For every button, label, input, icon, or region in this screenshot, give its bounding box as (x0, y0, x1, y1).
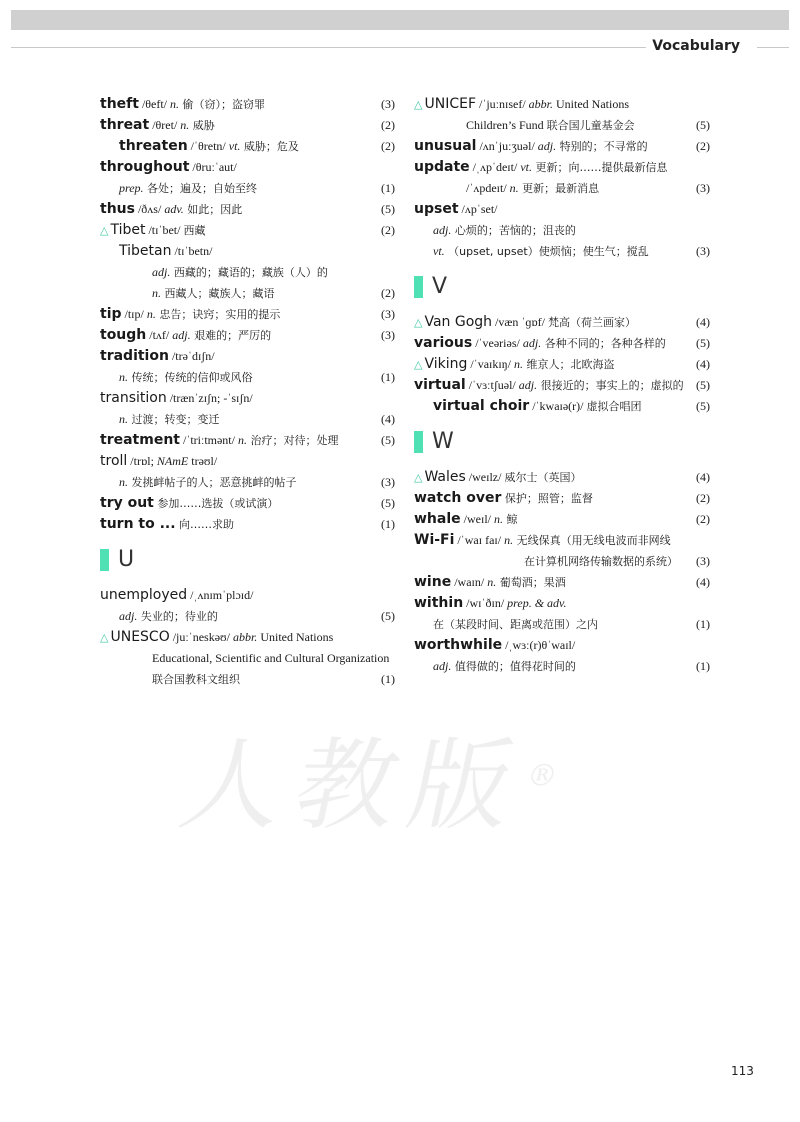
chinese-definition: 传统；传统的信仰或风俗 (128, 371, 253, 384)
proper-noun-triangle-icon: △ (414, 471, 423, 484)
vocab-entry-line (414, 614, 710, 635)
pronunciation-text: trəʊl/ (188, 454, 218, 468)
unit-number: (1) (696, 659, 710, 673)
chinese-definition: 向……求助 (175, 518, 235, 531)
headword: tradition (100, 348, 169, 364)
header-rule-left (11, 47, 646, 48)
vocab-entry-line (414, 572, 710, 593)
part-of-speech: adj. (119, 609, 138, 623)
vocab-entry-line (100, 241, 395, 262)
pronunciation-text: /trəˈdɪʃn/ (168, 349, 215, 363)
pronunciation-text: /ðʌs/ (134, 202, 165, 216)
headword: Van Gogh (424, 314, 493, 330)
part-of-speech: n. (509, 181, 519, 195)
chinese-definition: 偷（窃）；盗窃罪 (179, 98, 266, 111)
pronunciation-text: /ʌnˈjuːʒuəl/ (476, 139, 538, 153)
vocab-entry-line (100, 304, 395, 325)
vocab-entry-line (414, 199, 710, 220)
pronunciation-text: /ˈvaɪkɪŋ/ (467, 357, 514, 371)
part-of-speech: adj. (152, 265, 171, 279)
vocab-entry-line (414, 115, 710, 136)
headword: tough (100, 327, 147, 343)
chinese-definition: 失业的；待业的 (137, 610, 218, 623)
unit-number: (2) (381, 139, 395, 153)
chinese-definition: 西藏 (183, 224, 206, 237)
chinese-definition: 威胁 (189, 119, 215, 132)
vocab-entry-line (414, 354, 710, 375)
chinese-definition: 治疗；对待；处理 (246, 434, 339, 447)
pronunciation-text: /juːˈneskəʊ/ (169, 630, 233, 644)
vocab-entry-line (414, 509, 710, 530)
unit-number: (1) (381, 672, 395, 686)
headword: watch over (414, 490, 502, 506)
vocab-entry-line (100, 199, 395, 220)
headword: Tibet (110, 222, 146, 238)
unit-number: (1) (381, 517, 395, 531)
part-of-speech: adv. (164, 202, 184, 216)
headword: Tibetan (119, 243, 172, 259)
part-of-speech: n. (493, 512, 503, 526)
vocab-entry-line (100, 220, 395, 241)
unit-number: (4) (696, 315, 710, 329)
headword: upset (414, 201, 459, 217)
unit-number: (3) (381, 328, 395, 342)
pronunciation-text: /trænˈzɪʃn; -ˈsɪʃn/ (166, 391, 253, 405)
unit-number: (1) (381, 370, 395, 384)
chinese-definition: 保护；照管；监督 (501, 492, 593, 505)
chinese-definition: 特别的；不寻常的 (556, 140, 648, 153)
chinese-definition: 值得做的；值得花时间的 (451, 660, 576, 673)
headword: wine (414, 574, 452, 590)
pronunciation-text: United Nations (257, 630, 334, 644)
proper-noun-triangle-icon: △ (100, 631, 109, 644)
headword: treatment (100, 432, 180, 448)
pronunciation-text: /weɪlz/ (465, 470, 505, 484)
vocab-entry-line (414, 530, 710, 551)
pronunciation-text: /ˈʌpdeɪt/ (466, 181, 510, 195)
unit-number: (2) (696, 512, 710, 526)
header-rule-right (757, 47, 789, 48)
proper-noun-triangle-icon: △ (414, 358, 423, 371)
vocab-entry-line (100, 283, 395, 304)
part-of-speech: abbr. (232, 630, 258, 644)
unit-number: (2) (381, 286, 395, 300)
chinese-definition: 葡萄酒；果酒 (496, 576, 566, 589)
chinese-definition: 联合国教科文组织 (152, 673, 240, 686)
pronunciation-text: /ˈtriːtmənt/ (179, 433, 238, 447)
chinese-definition: 更新；最新消息 (518, 182, 600, 195)
pronunciation-text: /tɪˈbet/ (145, 223, 184, 237)
headword: troll (100, 453, 128, 469)
headword: unemployed (100, 587, 188, 603)
unit-number: (5) (696, 336, 710, 350)
pronunciation-text: /ˌʌnɪmˈplɔɪd/ (187, 588, 254, 602)
vocab-entry-line (414, 551, 710, 572)
pronunciation-text: /tʌf/ (146, 328, 173, 342)
unit-number: (4) (696, 357, 710, 371)
unit-number: (1) (696, 617, 710, 631)
unit-number: (2) (381, 223, 395, 237)
section-heading-w (414, 427, 710, 459)
unit-number: (2) (696, 139, 710, 153)
unit-number: (3) (381, 307, 395, 321)
headword: tip (100, 306, 122, 322)
pronunciation-text: /tɪp/ (121, 307, 147, 321)
chinese-definition: 威尔士（英国） (504, 471, 582, 484)
vocab-entry-line (100, 367, 395, 388)
chinese-definition: 西藏的；藏语的；藏族（人）的 (170, 266, 328, 279)
headword: throughout (100, 159, 190, 175)
part-of-speech: abbr. (528, 97, 554, 111)
headword: Wales (424, 469, 466, 485)
pronunciation-text: /ʌpˈset/ (458, 202, 498, 216)
part-of-speech: adj. (433, 223, 452, 237)
pronunciation-text: Educational, Scientific and Cultural Organization (152, 651, 390, 665)
publisher-watermark: 人教版® (170, 727, 575, 844)
vocab-entry-line (414, 94, 710, 115)
vocab-entry-line (100, 409, 395, 430)
vocab-entry-line (100, 115, 395, 136)
part-of-speech: adj. (522, 336, 542, 350)
headword: Wi-Fi (414, 532, 455, 548)
part-of-speech: adj. (537, 139, 557, 153)
pronunciation-text: /ˈwaɪ faɪ/ (454, 533, 505, 547)
part-of-speech: n. (119, 370, 128, 384)
vocab-entry-line (100, 94, 395, 115)
chinese-definition: 在（某段时间、距离或范围）之内 (433, 618, 598, 631)
vocab-entry-line (100, 262, 395, 283)
headword: UNICEF (424, 96, 476, 112)
part-of-speech: prep. & adv. (507, 596, 567, 610)
vocab-entry-line (100, 430, 395, 451)
vocab-entry-line (414, 593, 710, 614)
pronunciation-text: /waɪn/ (451, 575, 488, 589)
unit-number: (3) (696, 181, 710, 195)
unit-number: (5) (696, 118, 710, 132)
unit-number: (3) (696, 554, 710, 568)
part-of-speech: vt. (228, 139, 241, 153)
unit-number: (1) (381, 181, 395, 195)
headword: transition (100, 390, 167, 406)
part-of-speech: n. (146, 307, 156, 321)
section-marker-bar (100, 549, 109, 571)
vocabulary-column-left (100, 94, 395, 690)
vocab-entry-line (414, 375, 710, 396)
vocab-entry-line (100, 472, 395, 493)
section-letter: U (118, 547, 135, 572)
vocab-entry-line (100, 451, 395, 472)
part-of-speech: NAmE (156, 454, 189, 468)
unit-number: (3) (381, 97, 395, 111)
section-heading-v (414, 272, 710, 304)
vocab-entry-line (414, 488, 710, 509)
pronunciation-text: /ˌʌpˈdeɪt/ (469, 160, 521, 174)
headword: whale (414, 511, 461, 527)
chinese-definition: 心烦的；苦恼的；沮丧的 (451, 224, 576, 237)
vocab-entry-line (414, 312, 710, 333)
chinese-definition: 西藏人；藏族人；藏语 (161, 287, 275, 300)
chinese-definition: 忠告；诀窍；实用的提示 (155, 308, 281, 321)
unit-number: (5) (696, 399, 710, 413)
pronunciation-text: /ˈjuːnɪsef/ (476, 97, 529, 111)
vocab-entry-line (100, 669, 395, 690)
vocab-entry-line (100, 178, 395, 199)
vocab-entry-line (100, 585, 395, 606)
chinese-definition: 如此；因此 (183, 203, 243, 216)
chinese-definition: 虚拟合唱团 (586, 400, 642, 413)
pronunciation-text: /ˌwɜː(r)θˈwaɪl/ (502, 638, 576, 652)
pronunciation-text: /weɪl/ (460, 512, 494, 526)
unit-number: (5) (381, 496, 395, 510)
unit-number: (5) (696, 378, 710, 392)
part-of-speech: n. (513, 357, 523, 371)
headword: thus (100, 201, 135, 217)
part-of-speech: n. (170, 97, 180, 111)
headword: unusual (414, 138, 477, 154)
unit-number: (3) (381, 475, 395, 489)
headword: Viking (424, 356, 468, 372)
pronunciation-text: /ˈkwaɪə(r)/ (529, 399, 587, 413)
part-of-speech: n. (504, 533, 514, 547)
headword: threat (100, 117, 150, 133)
headword: turn to ... (100, 516, 176, 532)
section-letter: W (432, 429, 454, 454)
vocab-entry-line (414, 157, 710, 178)
chinese-definition: 过渡；转变；变迁 (128, 413, 220, 426)
vocab-entry-line (100, 648, 395, 669)
page-header-title: Vocabulary (652, 38, 740, 54)
vocab-entry-line (414, 136, 710, 157)
pronunciation-text: /ˈθretn/ (187, 139, 229, 153)
section-marker-bar (414, 276, 423, 298)
top-gray-band (11, 10, 789, 30)
part-of-speech: adj. (172, 328, 191, 342)
part-of-speech: vt. (433, 244, 445, 258)
unit-number: (5) (381, 433, 395, 447)
unit-number: (4) (696, 470, 710, 484)
unit-number: (4) (696, 575, 710, 589)
part-of-speech: n. (119, 475, 128, 489)
proper-noun-triangle-icon: △ (414, 98, 423, 111)
headword: try out (100, 495, 154, 511)
vocab-entry-line (414, 635, 710, 656)
vocab-entry-line (414, 656, 710, 677)
vocabulary-column-right (414, 94, 710, 677)
pronunciation-text: Children’s Fund (466, 118, 547, 132)
part-of-speech: vt. (520, 160, 532, 174)
headword: update (414, 159, 470, 175)
vocab-entry-line (100, 514, 395, 535)
page-number: 113 (731, 1064, 754, 1078)
unit-number: (3) (696, 244, 710, 258)
part-of-speech: adj. (518, 378, 538, 392)
section-marker-bar (414, 431, 423, 453)
proper-noun-triangle-icon: △ (100, 224, 109, 237)
pronunciation-text: /ˈvɜːtʃuəl/ (465, 378, 519, 392)
vocab-entry-line (414, 241, 710, 262)
pronunciation-text: /θret/ (149, 118, 181, 132)
section-heading-u (100, 545, 395, 577)
chinese-definition: 发挑衅帖子的人；恶意挑衅的帖子 (128, 476, 297, 489)
chinese-definition: 艰难的；严厉的 (190, 329, 272, 342)
vocab-entry-line (414, 178, 710, 199)
part-of-speech: prep. (119, 181, 144, 195)
unit-number: (2) (696, 491, 710, 505)
chinese-definition: 维京人；北欧海盗 (522, 358, 615, 371)
chinese-definition: 参加……选拔（或试演） (153, 497, 279, 510)
chinese-definition: 各种不同的；各种各样的 (541, 337, 666, 350)
headword: UNESCO (110, 629, 170, 645)
chinese-definition: 鲸 (502, 513, 518, 526)
chinese-definition: （upset, upset）使烦恼；使生气；搅乱 (444, 245, 649, 258)
unit-number: (4) (381, 412, 395, 426)
pronunciation-text: /væn ˈɡɒf/ (492, 315, 548, 329)
part-of-speech: n. (119, 412, 128, 426)
pronunciation-text: United Nations (553, 97, 630, 111)
unit-number: (5) (381, 202, 395, 216)
chinese-definition: 梵高（荷兰画家） (548, 316, 636, 329)
chinese-definition: 更新；向……提供最新信息 (531, 161, 668, 174)
chinese-definition: 威胁；危及 (240, 140, 299, 153)
part-of-speech: adj. (433, 659, 452, 673)
part-of-speech: n. (152, 286, 161, 300)
pronunciation-text: /wɪˈðɪn/ (463, 596, 508, 610)
pronunciation-text: /θruːˈaut/ (189, 160, 237, 174)
vocab-entry-line (100, 606, 395, 627)
headword: worthwhile (414, 637, 503, 653)
chinese-definition: 无线保真（用无线电波而非网线 (513, 534, 671, 547)
vocab-entry-line (414, 467, 710, 488)
headword: virtual (414, 377, 466, 393)
vocab-entry-line (100, 388, 395, 409)
chinese-definition: 在计算机网络传输数据的系统） (524, 555, 678, 568)
chinese-definition: 各处；遍及；自始至终 (143, 182, 258, 195)
pronunciation-text: /tɪˈbetn/ (171, 244, 213, 258)
vocab-entry-line (414, 396, 710, 417)
headword: theft (100, 96, 139, 112)
pronunciation-text: /θeft/ (138, 97, 171, 111)
headword: virtual choir (433, 398, 530, 414)
chinese-definition: 联合国儿童基金会 (546, 119, 635, 132)
proper-noun-triangle-icon: △ (414, 316, 423, 329)
vocab-entry-line (414, 220, 710, 241)
vocab-entry-line (100, 627, 395, 648)
pronunciation-text: /trɒl; (127, 454, 157, 468)
section-letter: V (432, 274, 448, 299)
vocab-entry-line (100, 346, 395, 367)
vocab-entry-line (100, 136, 395, 157)
vocab-entry-line (100, 493, 395, 514)
vocab-entry-line (100, 325, 395, 346)
part-of-speech: n. (487, 575, 497, 589)
vocab-entry-line (414, 333, 710, 354)
unit-number: (5) (381, 609, 395, 623)
headword: within (414, 595, 464, 611)
headword: threaten (119, 138, 188, 154)
headword: various (414, 335, 473, 351)
part-of-speech: n. (180, 118, 190, 132)
unit-number: (2) (381, 118, 395, 132)
part-of-speech: n. (237, 433, 247, 447)
chinese-definition: 很接近的；事实上的；虚拟的 (537, 379, 684, 392)
pronunciation-text: /ˈveəriəs/ (472, 336, 523, 350)
vocab-entry-line (100, 157, 395, 178)
